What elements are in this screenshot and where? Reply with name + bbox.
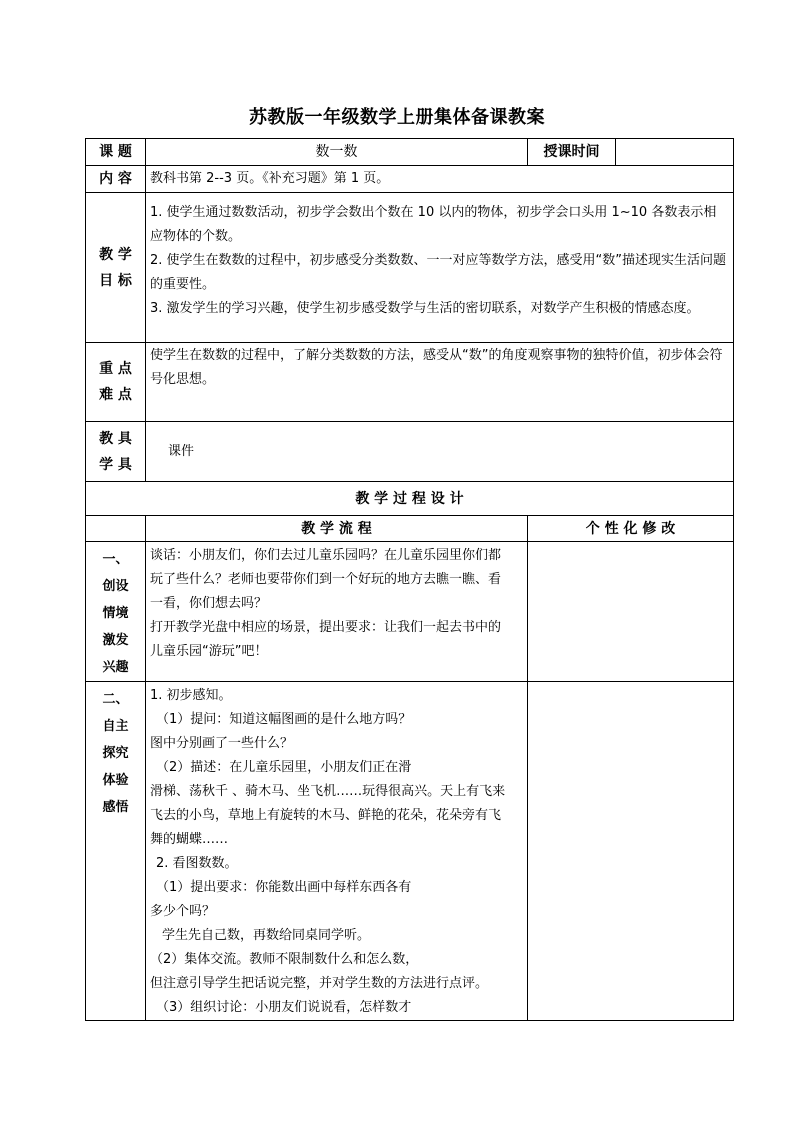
step-2-line: 滑梯、荡秋千 、骑木马、坐飞机……玩得很高兴。天上有飞来 bbox=[150, 784, 506, 799]
goals-content bbox=[146, 193, 734, 343]
step-1-line: 打开教学光盘中相应的场景，提出要求：让我们一起去书中的 bbox=[150, 620, 502, 635]
step-2-label-line: 探究 bbox=[102, 746, 129, 761]
step-row-2 bbox=[86, 682, 734, 1021]
topic-row bbox=[86, 139, 734, 166]
step-1-modification bbox=[528, 542, 734, 682]
step-1-line: 玩了些什么？老师也要带你们到一个好玩的地方去瞧一瞧、看 bbox=[150, 572, 502, 587]
content-value: 教科书第 2--3 页。《补充习题》第 1 页。 bbox=[146, 166, 734, 193]
step-2-line: （1）提出要求：你能数出画中每样东西各有 bbox=[156, 880, 412, 895]
step-1-label-line: 情境 bbox=[102, 606, 129, 621]
class-time-label: 授课时间 bbox=[528, 139, 616, 166]
process-header-blank bbox=[86, 516, 146, 542]
goal-item-2: 2. 使学生在数数的过程中，初步感受分类数数、一一对应等数学方法，感受用“数”描述现实生活问题的重要性。 bbox=[150, 253, 727, 292]
step-2-line: 舞的蝴蝶…… bbox=[150, 832, 229, 847]
tools-label-line-1: 教 具 bbox=[99, 430, 132, 447]
step-2-line: （1）提问：知道这幅图画的是什么地方吗？ bbox=[156, 712, 412, 727]
step-1-label-line: 创设 bbox=[102, 579, 129, 594]
step-2-line: （2）集体交流。教师不限制数什么和怎么数， bbox=[150, 952, 419, 967]
key-points-label-line-1: 重 点 bbox=[99, 361, 132, 377]
goals-label-line-1: 教 学 bbox=[99, 246, 132, 263]
step-1-line: 谈话：小朋友们，你们去过儿童乐园吗？在儿童乐园里你们都 bbox=[150, 548, 502, 563]
step-1-label bbox=[86, 542, 146, 682]
step-1-label-line: 一、 bbox=[102, 552, 129, 567]
step-2-line: 1. 初步感知。 bbox=[150, 688, 232, 703]
flow-column-header: 教 学 流 程 bbox=[146, 516, 528, 542]
class-time-value bbox=[616, 139, 734, 166]
lesson-plan-table bbox=[85, 138, 734, 1021]
step-2-line: 飞去的小鸟，草地上有旋转的木马、鲜艳的花朵，花朵旁有飞 bbox=[150, 808, 502, 823]
step-2-label-line: 体验 bbox=[102, 773, 129, 788]
step-1-line: 儿童乐园“游玩”吧！ bbox=[150, 644, 268, 659]
step-row-1 bbox=[86, 542, 734, 682]
step-2-line: （2）描述：在儿童乐园里，小朋友们正在滑 bbox=[156, 760, 412, 775]
key-points-label-line-2: 难 点 bbox=[99, 387, 132, 403]
tools-label bbox=[86, 422, 146, 482]
goals-label bbox=[86, 193, 146, 343]
step-1-label-line: 兴趣 bbox=[102, 660, 129, 675]
step-2-line: 多少个吗？ bbox=[150, 904, 216, 919]
content-row bbox=[86, 166, 734, 193]
topic-label: 课 题 bbox=[86, 139, 146, 166]
tools-value: 课件 bbox=[146, 422, 734, 482]
process-header-row bbox=[86, 516, 734, 542]
key-points-row bbox=[86, 343, 734, 422]
step-2-line: 图中分别画了一些什么？ bbox=[150, 736, 294, 751]
modification-column-header: 个 性 化 修 改 bbox=[528, 516, 734, 542]
topic-value: 数一数 bbox=[146, 139, 528, 166]
step-2-line: 学生先自己数，再数给同桌同学听。 bbox=[162, 928, 371, 943]
content-label: 内 容 bbox=[86, 166, 146, 193]
tools-label-line-2: 学 具 bbox=[99, 456, 132, 473]
goal-item-3: 3. 激发学生的学习兴趣，使学生初步感受数学与生活的密切联系，对数学产生积极的情感态度。 bbox=[150, 301, 700, 316]
step-2-line: 2. 看图数数。 bbox=[156, 856, 238, 871]
step-2-label-line: 自主 bbox=[102, 719, 129, 734]
tools-row bbox=[86, 422, 734, 482]
process-heading: 教 学 过 程 设 计 bbox=[86, 482, 734, 516]
goals-row bbox=[86, 193, 734, 343]
step-2-content bbox=[146, 682, 528, 1021]
process-heading-row bbox=[86, 482, 734, 516]
key-points-value: 使学生在数数的过程中，了解分类数数的方法，感受从“数”的角度观察事物的独特价值，初步体会符号化思想。 bbox=[146, 343, 734, 422]
step-2-label-line: 二、 bbox=[102, 692, 129, 707]
step-2-label-line: 感悟 bbox=[102, 800, 129, 815]
step-1-line: 一看，你们想去吗？ bbox=[150, 596, 268, 611]
goals-label-line-2: 目 标 bbox=[99, 272, 132, 289]
step-2-line: （3）组织讨论：小朋友们说说看，怎样数才 bbox=[156, 1000, 412, 1015]
goal-item-1: 1. 使学生通过数数活动，初步学会数出个数在 10 以内的物体，初步学会口头用 1~10 各数表示相应物体的个数。 bbox=[150, 205, 717, 244]
key-points-label bbox=[86, 343, 146, 422]
step-2-modification bbox=[528, 682, 734, 1021]
step-1-label-line: 激发 bbox=[102, 633, 129, 648]
step-1-content bbox=[146, 542, 528, 682]
document-title: 苏教版一年级数学上册集体备课教案 bbox=[249, 107, 545, 128]
step-2-line: 但注意引导学生把话说完整，并对学生数的方法进行点评。 bbox=[150, 976, 489, 991]
step-2-label bbox=[86, 682, 146, 1021]
